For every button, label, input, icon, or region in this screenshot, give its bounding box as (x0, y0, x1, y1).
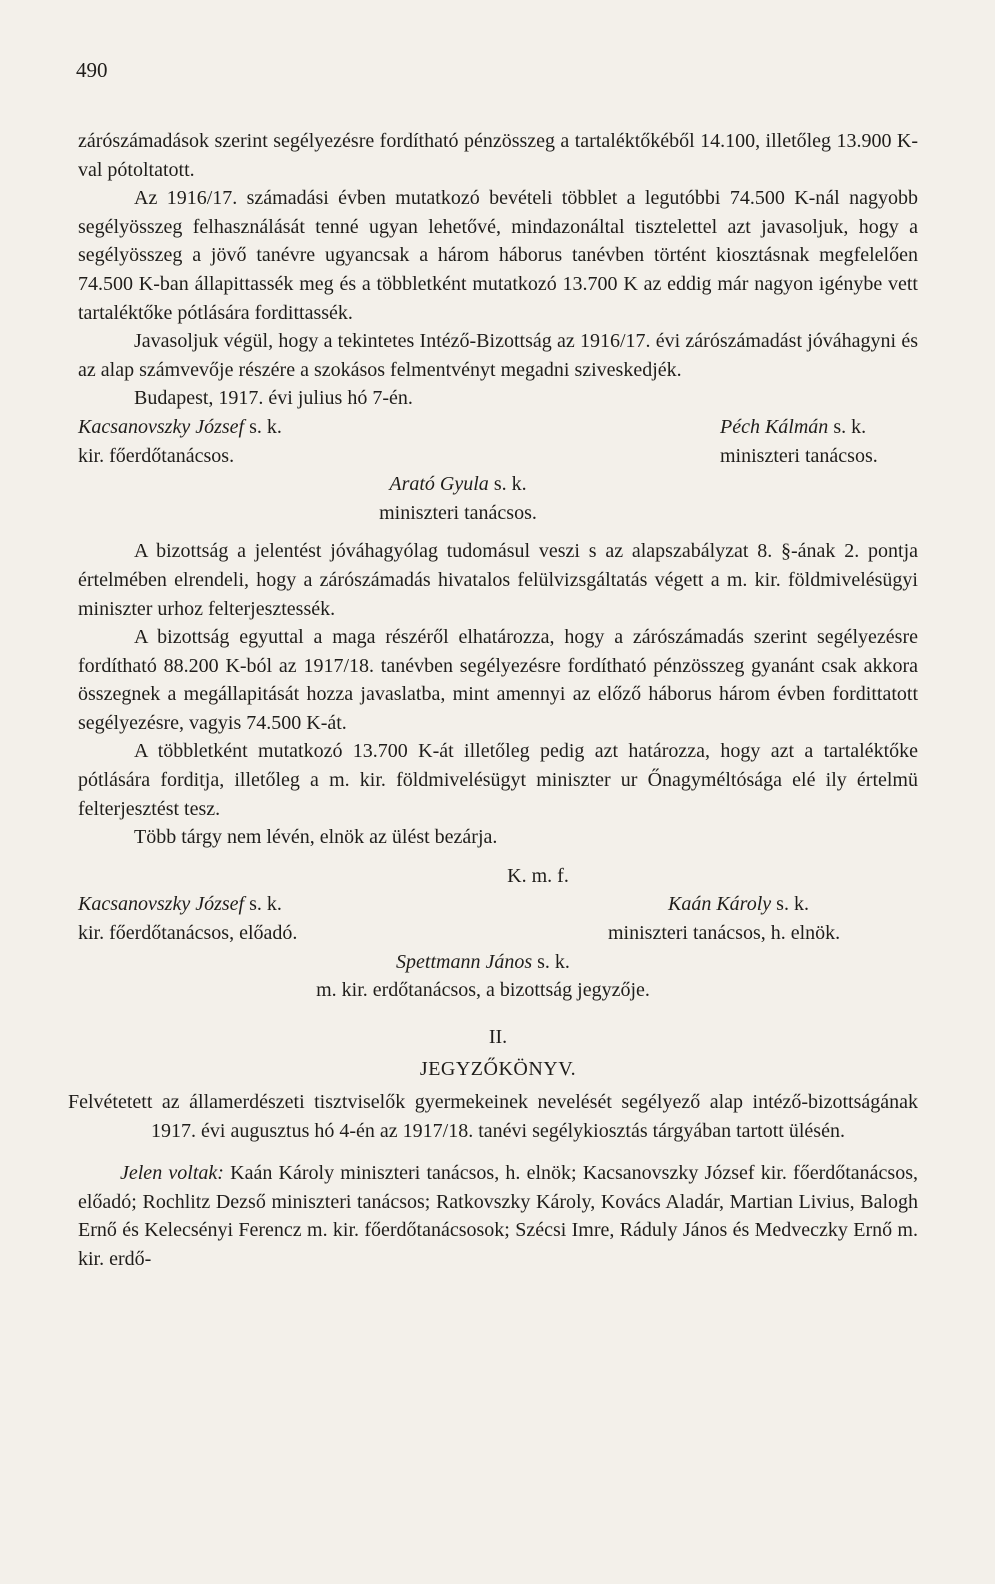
signature-name: Kacsanovszky József (78, 893, 245, 916)
body-text (68, 127, 918, 1274)
section-number: II. (488, 1025, 508, 1048)
signature-title: kir. főerdőtanácsos, előadó. (78, 922, 298, 945)
section-title: JEGYZŐKÖNYV. (419, 1058, 577, 1081)
signature-left (78, 413, 498, 470)
paragraph: Javasoljuk végül, hogy a tekintetes Intéző-Bizottság az 1916/17. évi zárószámadást jóváhagyni és az alap számvevője részére a szokásos felmentvényt megadni sziveskedjék. (78, 330, 918, 381)
page-number: 490 (76, 58, 108, 82)
signature-center (0, 470, 918, 527)
signature-name: Kacsanovszky József (78, 415, 245, 438)
paragraph: A bizottság egyuttal a maga részéről elhatározza, hogy a zárószámadás szerint segélyezésre fordítható 88.200 K-ból az 1917/18. tanévben segélyezésre fordítható pénzösszeg gyanánt csak akkora összegnek a megállapitását hozza javaslatba, mint amennyi az előző háborus három évben fordittatott segélyezésre, vagyis 74.500 K-át. (78, 626, 918, 734)
signature-title: miniszteri tanácsos. (720, 444, 878, 467)
date-line: Budapest, 1917. évi julius hó 7-én. (134, 387, 413, 410)
present-text: Kaán Károly miniszteri tanácsos, h. elnök; Kacsanovszky József kir. főerdőtanácsos, előadó; Rochlitz Dezső miniszteri tanácsos; Ratkovszky Károly, Kovács Aladár, Martian Livius, Balogh Ernő és Kelecsényi Ferencz m. kir. főerdőtanácsosok; Szécsi Imre, Ráduly János és Medveczky Ernő m. kir. erdő- (78, 1162, 918, 1270)
kmf-line: K. m. f. (507, 864, 569, 887)
paragraph: A bizottság a jelentést jóváhagyólag tudomásul veszi s az alapszabályzat 8. §-ának 2. pontja értelmében elrendeli, hogy a zárószámadás hivatalos felülvizsgáltatás végett a m. kir. földmivelésügyi miniszter urhoz felterjesztessék. (78, 540, 918, 620)
signature-name: Kaán Károly (668, 893, 772, 916)
signature-center (48, 948, 918, 1005)
intro-paragraph (68, 1088, 918, 1145)
present-paragraph (78, 1159, 918, 1273)
paragraph: Az 1916/17. számadási évben mutatkozó bevételi többlet a legutóbbi 74.500 K-nál nagyobb segélyösszeg felhasználását tenné ugyan lehetővé, mindazonáltal tisztelettel azt javasoljuk, hogy a segélyösszeg a jövő tanévre ugyancsak a három háborus tanévben történt kiosztásnak megfelelően 74.500 K-ban állapittassék meg és a többletként mutatkozó 13.700 K az eddig már nagyon igénybe vett tartaléktőke pótlására fordittassék. (78, 187, 918, 324)
signature-name: Péch Kálmán (720, 415, 829, 438)
paragraph: zárószámadások szerint segélyezésre fordítható pénzösszeg a tartaléktőkéből 14.100, illetőleg 13.900 K-val pótoltatott. (78, 130, 918, 181)
signature-name: Spettmann János (396, 950, 533, 973)
signature-left (78, 890, 498, 947)
signature-block-1 (78, 413, 918, 470)
signature-title: kir. főerdőtanácsos. (78, 444, 235, 467)
present-label: Jelen voltak: (120, 1162, 224, 1185)
signature-sk: s. k. (532, 950, 570, 973)
signature-title: miniszteri tanácsos, h. elnök. (608, 922, 841, 945)
signature-block-2 (78, 890, 918, 947)
signature-title: m. kir. erdőtanácsos, a bizottság jegyzője. (316, 979, 650, 1002)
signature-name: Arató Gyula (389, 473, 489, 496)
paragraph: A többletként mutatkozó 13.700 K-át illetőleg pedig azt határozza, hogy azt a tartaléktőke pótlására forditja, illetőleg a m. kir. földmivelésügyt miniszter ur Őnagyméltósága elé ily értelmü felterjesztést tesz. (78, 740, 918, 820)
signature-right (498, 890, 918, 947)
signature-sk: s. k. (244, 893, 282, 916)
signature-title: miniszteri tanácsos. (379, 501, 537, 524)
signature-sk: s. k. (488, 473, 527, 496)
signature-sk: s. k. (244, 415, 282, 438)
intro-text: Felvétetett az államerdészeti tisztviselők gyermekeinek nevelését segélyező alap intéző-bizottságának 1917. évi augusztus hó 4-én az 1917/18. tanévi segélykiosztás tárgyában tartott ülésén. (68, 1091, 918, 1142)
signature-sk: s. k. (828, 415, 867, 438)
paragraph: Több tárgy nem lévén, elnök az ülést bezárja. (134, 826, 498, 849)
signature-right (498, 413, 918, 470)
signature-sk: s. k. (771, 893, 809, 916)
